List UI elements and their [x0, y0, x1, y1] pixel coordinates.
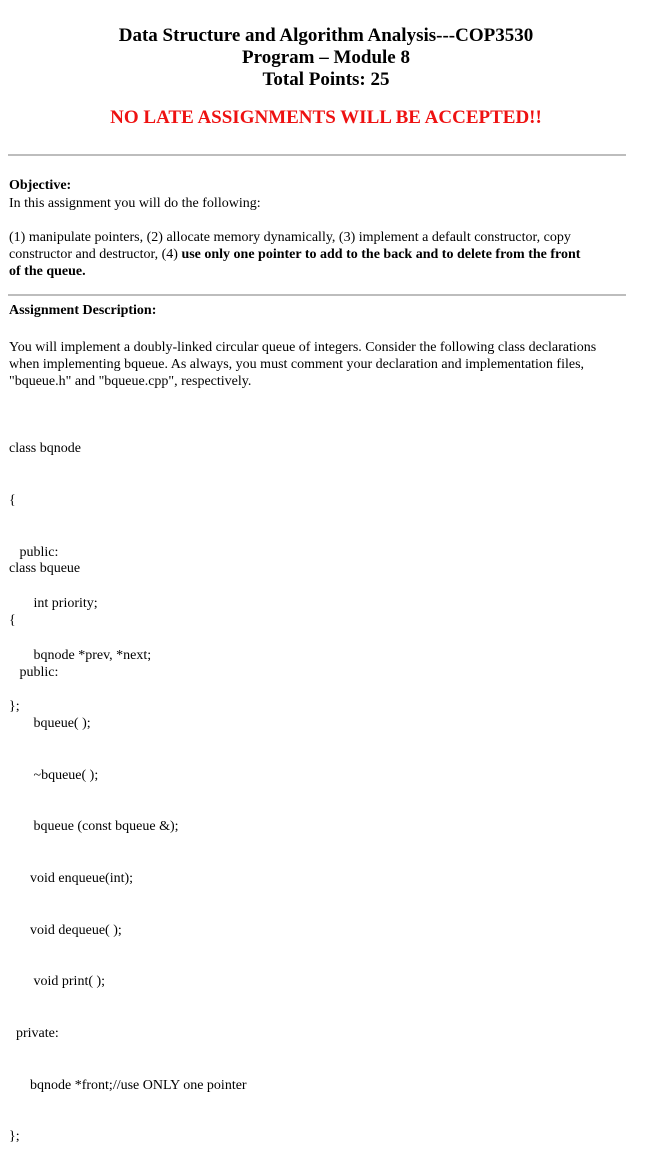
program-module: Program – Module 8: [242, 47, 410, 68]
description-line2: when implementing bqueue. As always, you must comment your declaration and implementation files,: [9, 357, 585, 372]
code-line: bqnode *front;//use ONLY one pointer: [9, 1077, 247, 1093]
code-line: };: [9, 699, 20, 715]
description-line1: You will implement a doubly-linked circular queue of integers. Consider the following class declarations: [9, 340, 597, 355]
total-points: Total Points: 25: [262, 69, 390, 90]
bqueue-code-block: [9, 526, 247, 1163]
objective-items-line2-bold: use only one pointer to add to the back and to delete from the front: [181, 247, 581, 262]
divider-top: [8, 154, 626, 156]
description-line3: "bqueue.h" and "bqueue.cpp", respectively.: [9, 374, 252, 389]
code-line: {: [9, 613, 16, 629]
code-line: void enqueue(int);: [9, 871, 134, 887]
code-line: public:: [9, 544, 59, 560]
code-line: bqueue (const bqueue &);: [9, 819, 179, 835]
objective-heading: Objective:: [9, 178, 72, 193]
objective-items-line1: (1) manipulate pointers, (2) allocate memory dynamically, (3) implement a default constructor, copy: [9, 230, 571, 245]
code-line: {: [9, 493, 16, 509]
divider-middle: [8, 294, 626, 296]
code-line: int priority;: [9, 596, 98, 612]
description-heading: Assignment Description:: [9, 303, 157, 318]
code-line: bqueue( );: [9, 716, 91, 732]
code-line: public:: [9, 664, 59, 680]
late-warning: NO LATE ASSIGNMENTS WILL BE ACCEPTED!!: [110, 107, 542, 128]
objective-intro: In this assignment you will do the following:: [9, 196, 261, 211]
objective-items-line2: [9, 246, 580, 263]
code-line: ~bqueue( );: [9, 767, 99, 783]
code-line: };: [9, 1129, 20, 1145]
objective-items-line2-plain: constructor and destructor, (4): [9, 247, 182, 262]
code-line: bqnode *prev, *next;: [9, 647, 152, 663]
code-line: void print( );: [9, 974, 106, 990]
code-line: void dequeue( );: [9, 922, 122, 938]
code-line: class bqueue: [9, 561, 81, 577]
objective-items-line3: of the queue.: [9, 264, 86, 279]
code-line: private:: [9, 1025, 59, 1041]
code-line: class bqnode: [9, 441, 81, 457]
course-title: Data Structure and Algorithm Analysis---COP3530: [118, 25, 534, 46]
